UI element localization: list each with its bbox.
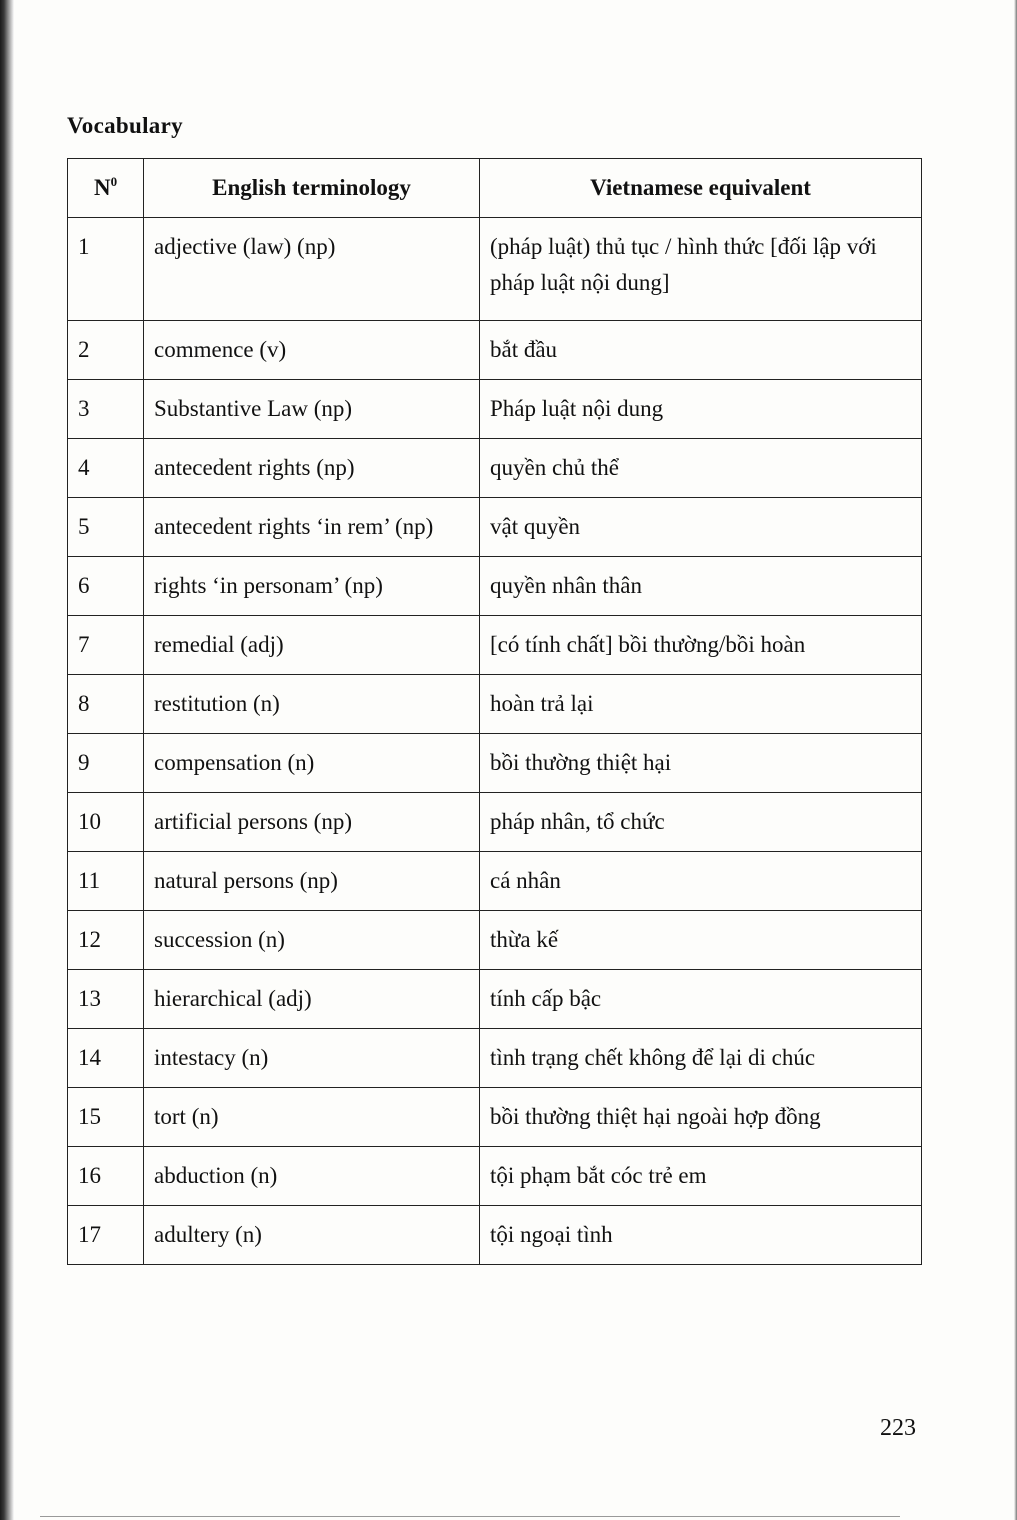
vocabulary-table: [67, 158, 922, 1265]
vietnamese-term: [có tính chất] bồi thường/bồi hoàn: [480, 616, 922, 675]
row-number: 15: [68, 1088, 144, 1147]
row-number: 17: [68, 1206, 144, 1265]
english-term: antecedent rights ‘in rem’ (np): [144, 498, 480, 557]
table-header-row: [68, 159, 922, 218]
table-row: [68, 675, 922, 734]
row-number: 8: [68, 675, 144, 734]
row-number: 9: [68, 734, 144, 793]
header-number-label: N: [93, 175, 111, 200]
row-number: 3: [68, 380, 144, 439]
vietnamese-term: bồi thường thiệt hại ngoài hợp đồng: [480, 1088, 922, 1147]
english-term: hierarchical (adj): [144, 970, 480, 1029]
english-term: antecedent rights (np): [144, 439, 480, 498]
vietnamese-term: pháp nhân, tổ chức: [480, 793, 922, 852]
english-term: compensation (n): [144, 734, 480, 793]
table-row: [68, 1147, 922, 1206]
english-term: tort (n): [144, 1088, 480, 1147]
table-row: [68, 218, 922, 321]
row-number: 4: [68, 439, 144, 498]
header-english: English terminology: [144, 159, 480, 218]
header-number-superscript: 0: [110, 174, 118, 189]
scan-shadow-left: [0, 0, 14, 1520]
table-row: [68, 616, 922, 675]
vietnamese-term: quyền chủ thể: [480, 439, 922, 498]
vietnamese-term: tội ngoại tình: [480, 1206, 922, 1265]
table-row: [68, 1029, 922, 1088]
row-number: 16: [68, 1147, 144, 1206]
english-term: natural persons (np): [144, 852, 480, 911]
row-number: 7: [68, 616, 144, 675]
english-term: restitution (n): [144, 675, 480, 734]
vietnamese-term: tình trạng chết không để lại di chúc: [480, 1029, 922, 1088]
table-row: [68, 1088, 922, 1147]
table-row: [68, 380, 922, 439]
row-number: 11: [68, 852, 144, 911]
vietnamese-term: Pháp luật nội dung: [480, 380, 922, 439]
table-row: [68, 911, 922, 970]
row-number: 6: [68, 557, 144, 616]
vietnamese-term: bồi thường thiệt hại: [480, 734, 922, 793]
english-term: Substantive Law (np): [144, 380, 480, 439]
table-row: [68, 439, 922, 498]
vietnamese-term: thừa kế: [480, 911, 922, 970]
vietnamese-term: cá nhân: [480, 852, 922, 911]
english-term: artificial persons (np): [144, 793, 480, 852]
table-row: [68, 970, 922, 1029]
scan-bottom-line: [40, 1516, 900, 1517]
table-row: [68, 734, 922, 793]
header-vietnamese: Vietnamese equivalent: [480, 159, 922, 218]
table-row: [68, 1206, 922, 1265]
english-term: adjective (law) (np): [144, 218, 480, 321]
vietnamese-term: tính cấp bậc: [480, 970, 922, 1029]
row-number: 14: [68, 1029, 144, 1088]
section-heading: Vocabulary: [67, 113, 183, 138]
page-number: 223: [880, 1415, 916, 1441]
row-number: 2: [68, 321, 144, 380]
english-term: remedial (adj): [144, 616, 480, 675]
header-number: [68, 159, 144, 218]
row-number: 10: [68, 793, 144, 852]
row-number: 1: [68, 218, 144, 321]
row-number: 5: [68, 498, 144, 557]
row-number: 13: [68, 970, 144, 1029]
table-row: [68, 498, 922, 557]
english-term: succession (n): [144, 911, 480, 970]
table-row: [68, 557, 922, 616]
vietnamese-term: vật quyền: [480, 498, 922, 557]
vietnamese-term: tội phạm bắt cóc trẻ em: [480, 1147, 922, 1206]
english-term: commence (v): [144, 321, 480, 380]
table-row: [68, 852, 922, 911]
english-term: adultery (n): [144, 1206, 480, 1265]
vietnamese-term: (pháp luật) thủ tục / hình thức [đối lập với pháp luật nội dung]: [480, 218, 922, 321]
vietnamese-term: quyền nhân thân: [480, 557, 922, 616]
table-row: [68, 793, 922, 852]
english-term: abduction (n): [144, 1147, 480, 1206]
english-term: rights ‘in personam’ (np): [144, 557, 480, 616]
row-number: 12: [68, 911, 144, 970]
english-term: intestacy (n): [144, 1029, 480, 1088]
vietnamese-term: hoàn trả lại: [480, 675, 922, 734]
vietnamese-term: bắt đầu: [480, 321, 922, 380]
table-row: [68, 321, 922, 380]
